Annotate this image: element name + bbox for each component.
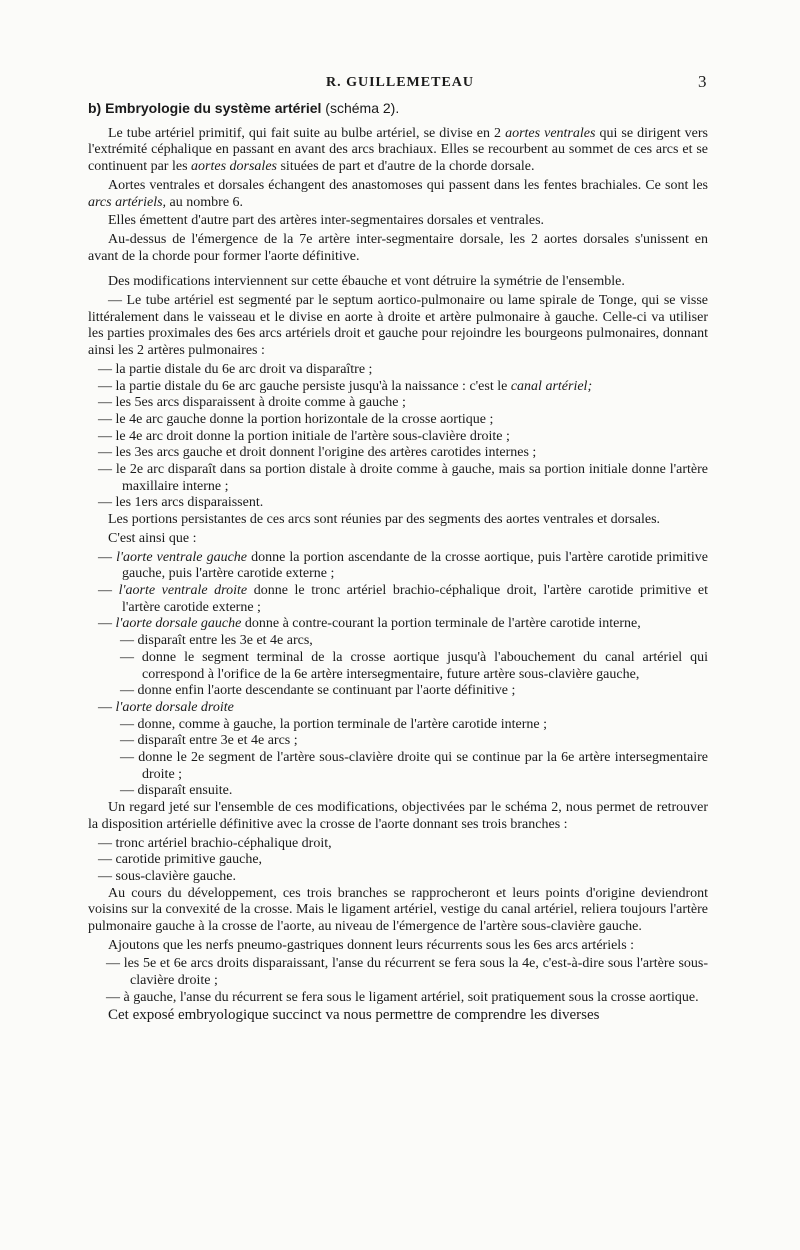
term: aortes ventrales [505,125,596,141]
section-heading [88,100,708,117]
dash: — [98,699,116,715]
list-item: — le 2e arc disparaît dans sa portion distale à droite comme à gauche, mais sa portion initiale donne l'artère maxillaire interne ; [98,462,708,494]
text-body [88,100,708,1025]
paragraph: Des modifications interviennent sur cette ébauche et vont détruire la symétrie de l'ensemble. [108,274,625,290]
text: donne à contre-courant la portion terminale de l'artère carotide interne, [241,616,641,632]
paragraph [88,126,708,176]
list-item: — carotide primitive gauche, [98,852,263,868]
list-item: — tronc artériel brachio-céphalique droit, [98,835,332,851]
paragraph: Ajoutons que les nerfs pneumo-gastriques donnent leurs récurrents sous les 6es arcs artériels : [108,937,635,953]
paragraph: — Le tube artériel est segmenté par le septum aortico-pulmonaire ou lame spirale de Tonge, qui se visse littéralement dans le vaisseau et le divise en aorte à droite et artère pulmonaire à gauche. Celle-ci va utiliser les parties proximales des 6es arcs artériels droit et gauche pour rejoindre les bourgeons pulmonaires, donnant ainsi les 2 artères pulmonaires : [88,293,708,359]
dash: — [98,616,116,632]
sub-list-item: — donne le 2e segment de l'artère sous-clavière droite qui se continue par la 6e artère intersegmentaire droite ; [120,750,708,782]
text: au nombre 6. [166,194,244,210]
sub-list-item: — donne le segment terminal de la crosse aortique jusqu'à l'abouchement du canal artériel qui correspond à l'orifice de la 6e artère intersegmentaire, future artère sous-clavière gauche, [120,649,708,682]
section-title: b) Embryologie du système artériel [88,100,322,116]
text: — la partie distale du 6e arc gauche persiste jusqu'à la naissance : c'est le [98,378,511,394]
sub-list-item: — donne enfin l'aorte descendante se continuant par l'aorte définitive ; [120,683,516,699]
term: l'aorte ventrale droite [118,582,248,598]
term: l'aorte ventrale gauche [116,549,248,565]
term: arcs artériels, [88,194,167,210]
text: donne la portion ascendante de la crosse aortique, puis l'artère carotide primitive gauche, puis l'artère carotide externe ; [122,549,708,582]
paragraph: Les portions persistantes de ces arcs sont réunies par des segments des aortes ventrales et dorsales. [108,512,661,528]
list-item: — les 5e et 6e arcs droits disparaissant, l'anse du récurrent se fera sous la 4e, c'est-à-dire sous l'artère sous-clavière droite ; [106,956,708,989]
sub-list-item: — donne, comme à gauche, la portion terminale de l'artère carotide interne ; [120,716,548,732]
term: aortes dorsales [191,159,277,175]
paragraph: Au cours du développement, ces trois branches se rapprocheront et leurs points d'origine deviendront voisins sur la convexité de la crosse. Mais le ligament artériel, vestige du canal artériel, reliera toujours l'artère pulmonaire gauche à la crosse de l'aorte, au niveau de l'émergence de l'artère sous-clavière gauche. [88,885,708,935]
sub-list-item: — disparaît entre 3e et 4e arcs ; [120,733,298,749]
text: Le tube artériel primitif, qui fait suite au bulbe artériel, se divise en 2 [108,125,506,141]
text: qui se dirigent vers l'extrémité céphalique en passant en avant des arcs brachiaux. Elles se recourbent au sommet de ces arcs et se continuent par les [88,125,708,175]
paragraph: Elles émettent d'autre part des artères inter-segmentaires dorsales et ventrales. [108,213,545,229]
text: situées de part et d'autre de la chorde dorsale. [276,159,535,175]
term: canal artériel; [510,378,593,394]
paragraph: Un regard jeté sur l'ensemble de ces modifications, objectivées par le schéma 2, nous permet de retrouver la disposition artérielle définitive avec la crosse de l'aorte donnant ses trois branches : [88,800,708,832]
list-item: — les 1ers arcs disparaissent. [98,495,264,511]
running-header: R. GUILLEMETEAU [325,75,475,90]
list-item: — les 5es arcs disparaissent à droite comme à gauche ; [98,395,406,411]
list-item: — le 4e arc gauche donne la portion horizontale de la crosse aortique ; [98,411,494,427]
list-item [88,583,708,616]
paragraph: C'est ainsi que : [108,530,197,546]
list-item [88,550,708,583]
paragraph: Cet exposé embryologique succinct va nous permettre de comprendre les diverses [108,1006,600,1023]
sub-list-item: — disparaît ensuite. [120,783,233,799]
list-item: — sous-clavière gauche. [98,868,236,884]
list-item [88,379,708,396]
term: l'aorte dorsale gauche [115,616,242,632]
term: l'aorte dorsale droite [115,699,234,715]
list-item [88,616,708,633]
list-item: — les 3es arcs gauche et droit donnent l'origine des artères carotides internes ; [98,445,537,461]
list-item: — la partie distale du 6e arc droit va disparaître ; [98,361,373,377]
text: Aortes ventrales et dorsales échangent des anastomoses qui passent dans les fentes brachiales. Ce sont les [108,177,708,193]
dash: — [98,549,117,565]
list-item: — le 4e arc droit donne la portion initiale de l'artère sous-clavière droite ; [98,428,510,444]
paragraph [88,178,708,211]
page-number: 3 [698,72,707,91]
list-item [88,700,708,717]
dash: — [98,582,119,598]
list-item: — à gauche, l'anse du récurrent se fera sous le ligament artériel, soit pratiquement sous la crosse aortique. [106,989,699,1005]
section-subtitle: (schéma 2). [325,100,400,116]
sub-list-item: — disparaît entre les 3e et 4e arcs, [120,633,313,649]
text: donne le tronc artériel brachio-céphalique droit, l'artère carotide primitive et l'artère carotide externe ; [122,582,708,615]
paragraph: Au-dessus de l'émergence de la 7e artère inter-segmentaire dorsale, les 2 aortes dorsales s'unissent en avant de la chorde pour former l'aorte définitive. [88,231,708,264]
